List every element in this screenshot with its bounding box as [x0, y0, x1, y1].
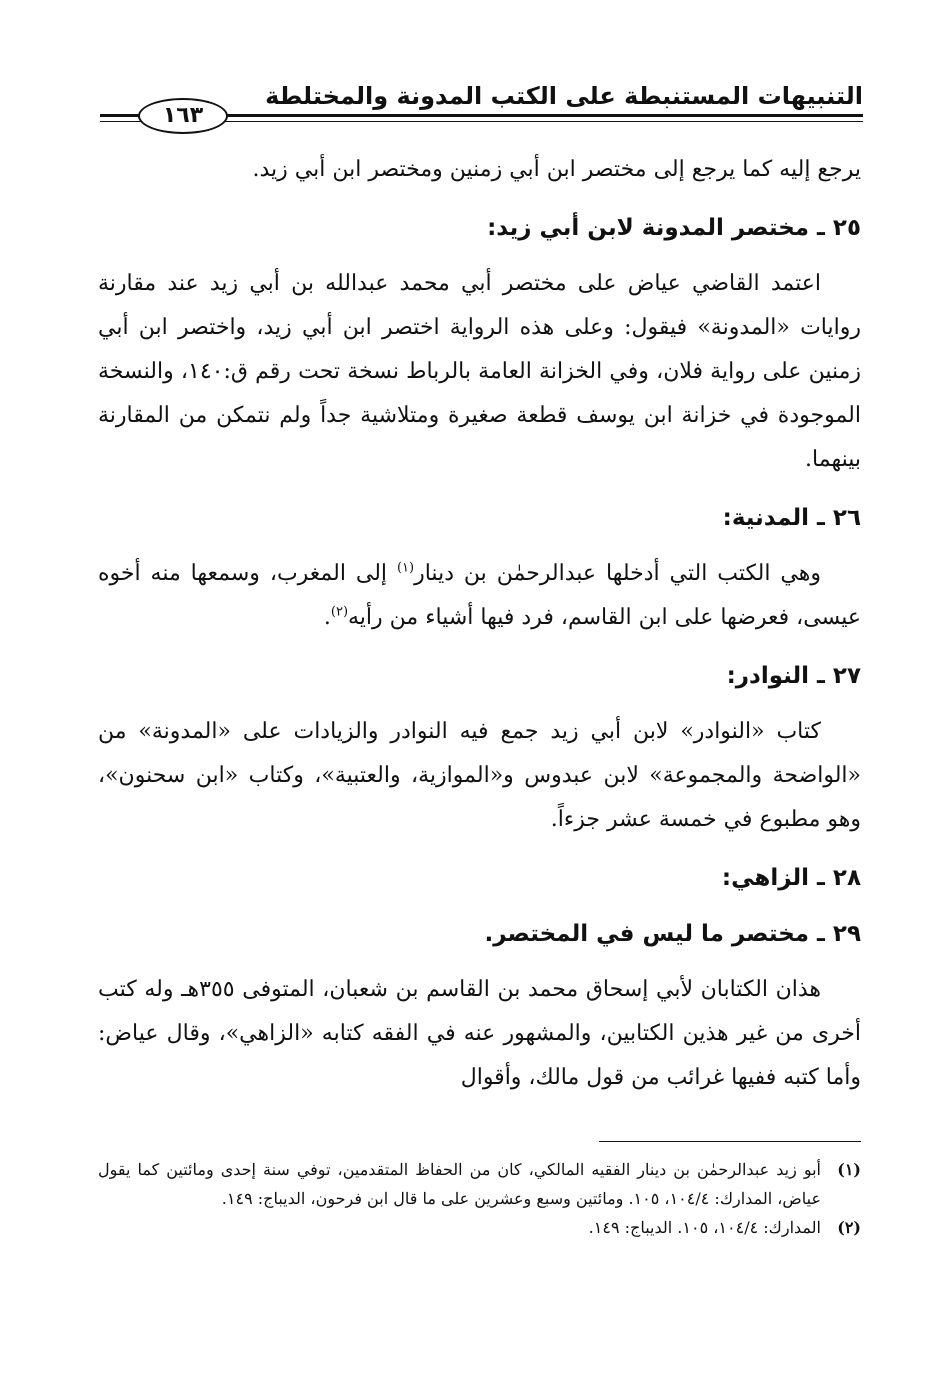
footnote-number: (٢): [837, 1218, 861, 1237]
footnote-ref-2[interactable]: (٢): [330, 604, 349, 620]
footnote-text: المدارك: ١٠٤/٤، ١٠٥. الديباج: ١٤٩.: [588, 1218, 821, 1237]
page-number: ١٦٣: [138, 98, 228, 134]
footnote-ref-1[interactable]: (١): [396, 560, 415, 576]
body-text: [98, 148, 861, 1114]
paragraph-item-26: [98, 552, 861, 640]
paragraph-item-27: كتاب «النوادر» لابن أبي زيد جمع فيه النوادر والزيادات على «المدونة» من «الواضحة والمجموعة» لابن عبدوس و«الموازية، والعتبية»، وكتاب «ابن سحنون»، وهو مطبوع في خمسة عشر جزءاً.: [98, 719, 861, 832]
page-header: [100, 78, 863, 128]
heading-item-26: ٢٦ ـ المدنية:: [722, 505, 861, 531]
footnote-separator: [599, 1141, 861, 1142]
footnote-text: أبو زيد عبدالرحمٰن بن دينار الفقيه المالكي، كان من الحفاظ المتقدمين، توفي سنة إحدى ومائتين كما يقول عياض، المدارك: ١٠٤/٤، ١٠٥. ومائتين وسبع وعشرين على ما قال ابن فرحون، الديباج: ١٤٩.: [98, 1160, 821, 1208]
footnote-1: [98, 1155, 861, 1213]
paragraph-item-26-part-c: .: [323, 605, 331, 630]
heading-item-25: ٢٥ ـ مختصر المدونة لابن أبي زيد:: [487, 215, 861, 241]
paragraph-item-29: هذان الكتابان لأبي إسحاق محمد بن القاسم بن شعبان، المتوفى ٣٥٥هـ وله كتب أخرى من غير هذين الكتابين، والمشهور عنه في الفقه كتابه «الزاهي»، وقال عياض: وأما كتبه ففيها غرائب من قول مالك، وأقوال: [98, 977, 861, 1090]
footnotes: [98, 1155, 861, 1242]
running-title: التنبيهات المستنبطة على الكتب المدونة والمختلطة: [265, 82, 863, 110]
heading-item-27: ٢٧ ـ النوادر:: [726, 663, 861, 689]
footnote-2: [98, 1213, 861, 1242]
paragraph-item-26-part-a: وهي الكتب التي أدخلها عبدالرحمٰن بن دينار: [414, 561, 821, 586]
heading-item-29: ٢٩ ـ مختصر ما ليس في المختصر.: [484, 921, 861, 947]
paragraph-item-26-part-b: إلى المغرب، وسمعها منه أخوه عيسى، فعرضها على ابن القاسم، فرد فيها أشياء من رأيه: [98, 561, 861, 630]
paragraph-continuation: يرجع إليه كما يرجع إلى مختصر ابن أبي زمنين ومختصر ابن أبي زيد.: [252, 157, 861, 182]
heading-item-28: ٢٨ ـ الزاهي:: [721, 865, 861, 891]
paragraph-item-25: اعتمد القاضي عياض على مختصر أبي محمد عبدالله بن أبي زيد عند مقارنة روايات «المدونة» فيقول: وعلى هذه الرواية اختصر ابن أبي زيد، واختصر ابن أبي زمنين على رواية فلان، وفي الخزانة العامة بالرباط نسخة تحت رقم ق:١٤٠، والنسخة الموجودة في خزانة ابن يوسف قطعة صغيرة ومتلاشية جداً ولم نتمكن من المقارنة بينهما.: [98, 271, 862, 472]
footnote-number: (١): [837, 1160, 861, 1179]
